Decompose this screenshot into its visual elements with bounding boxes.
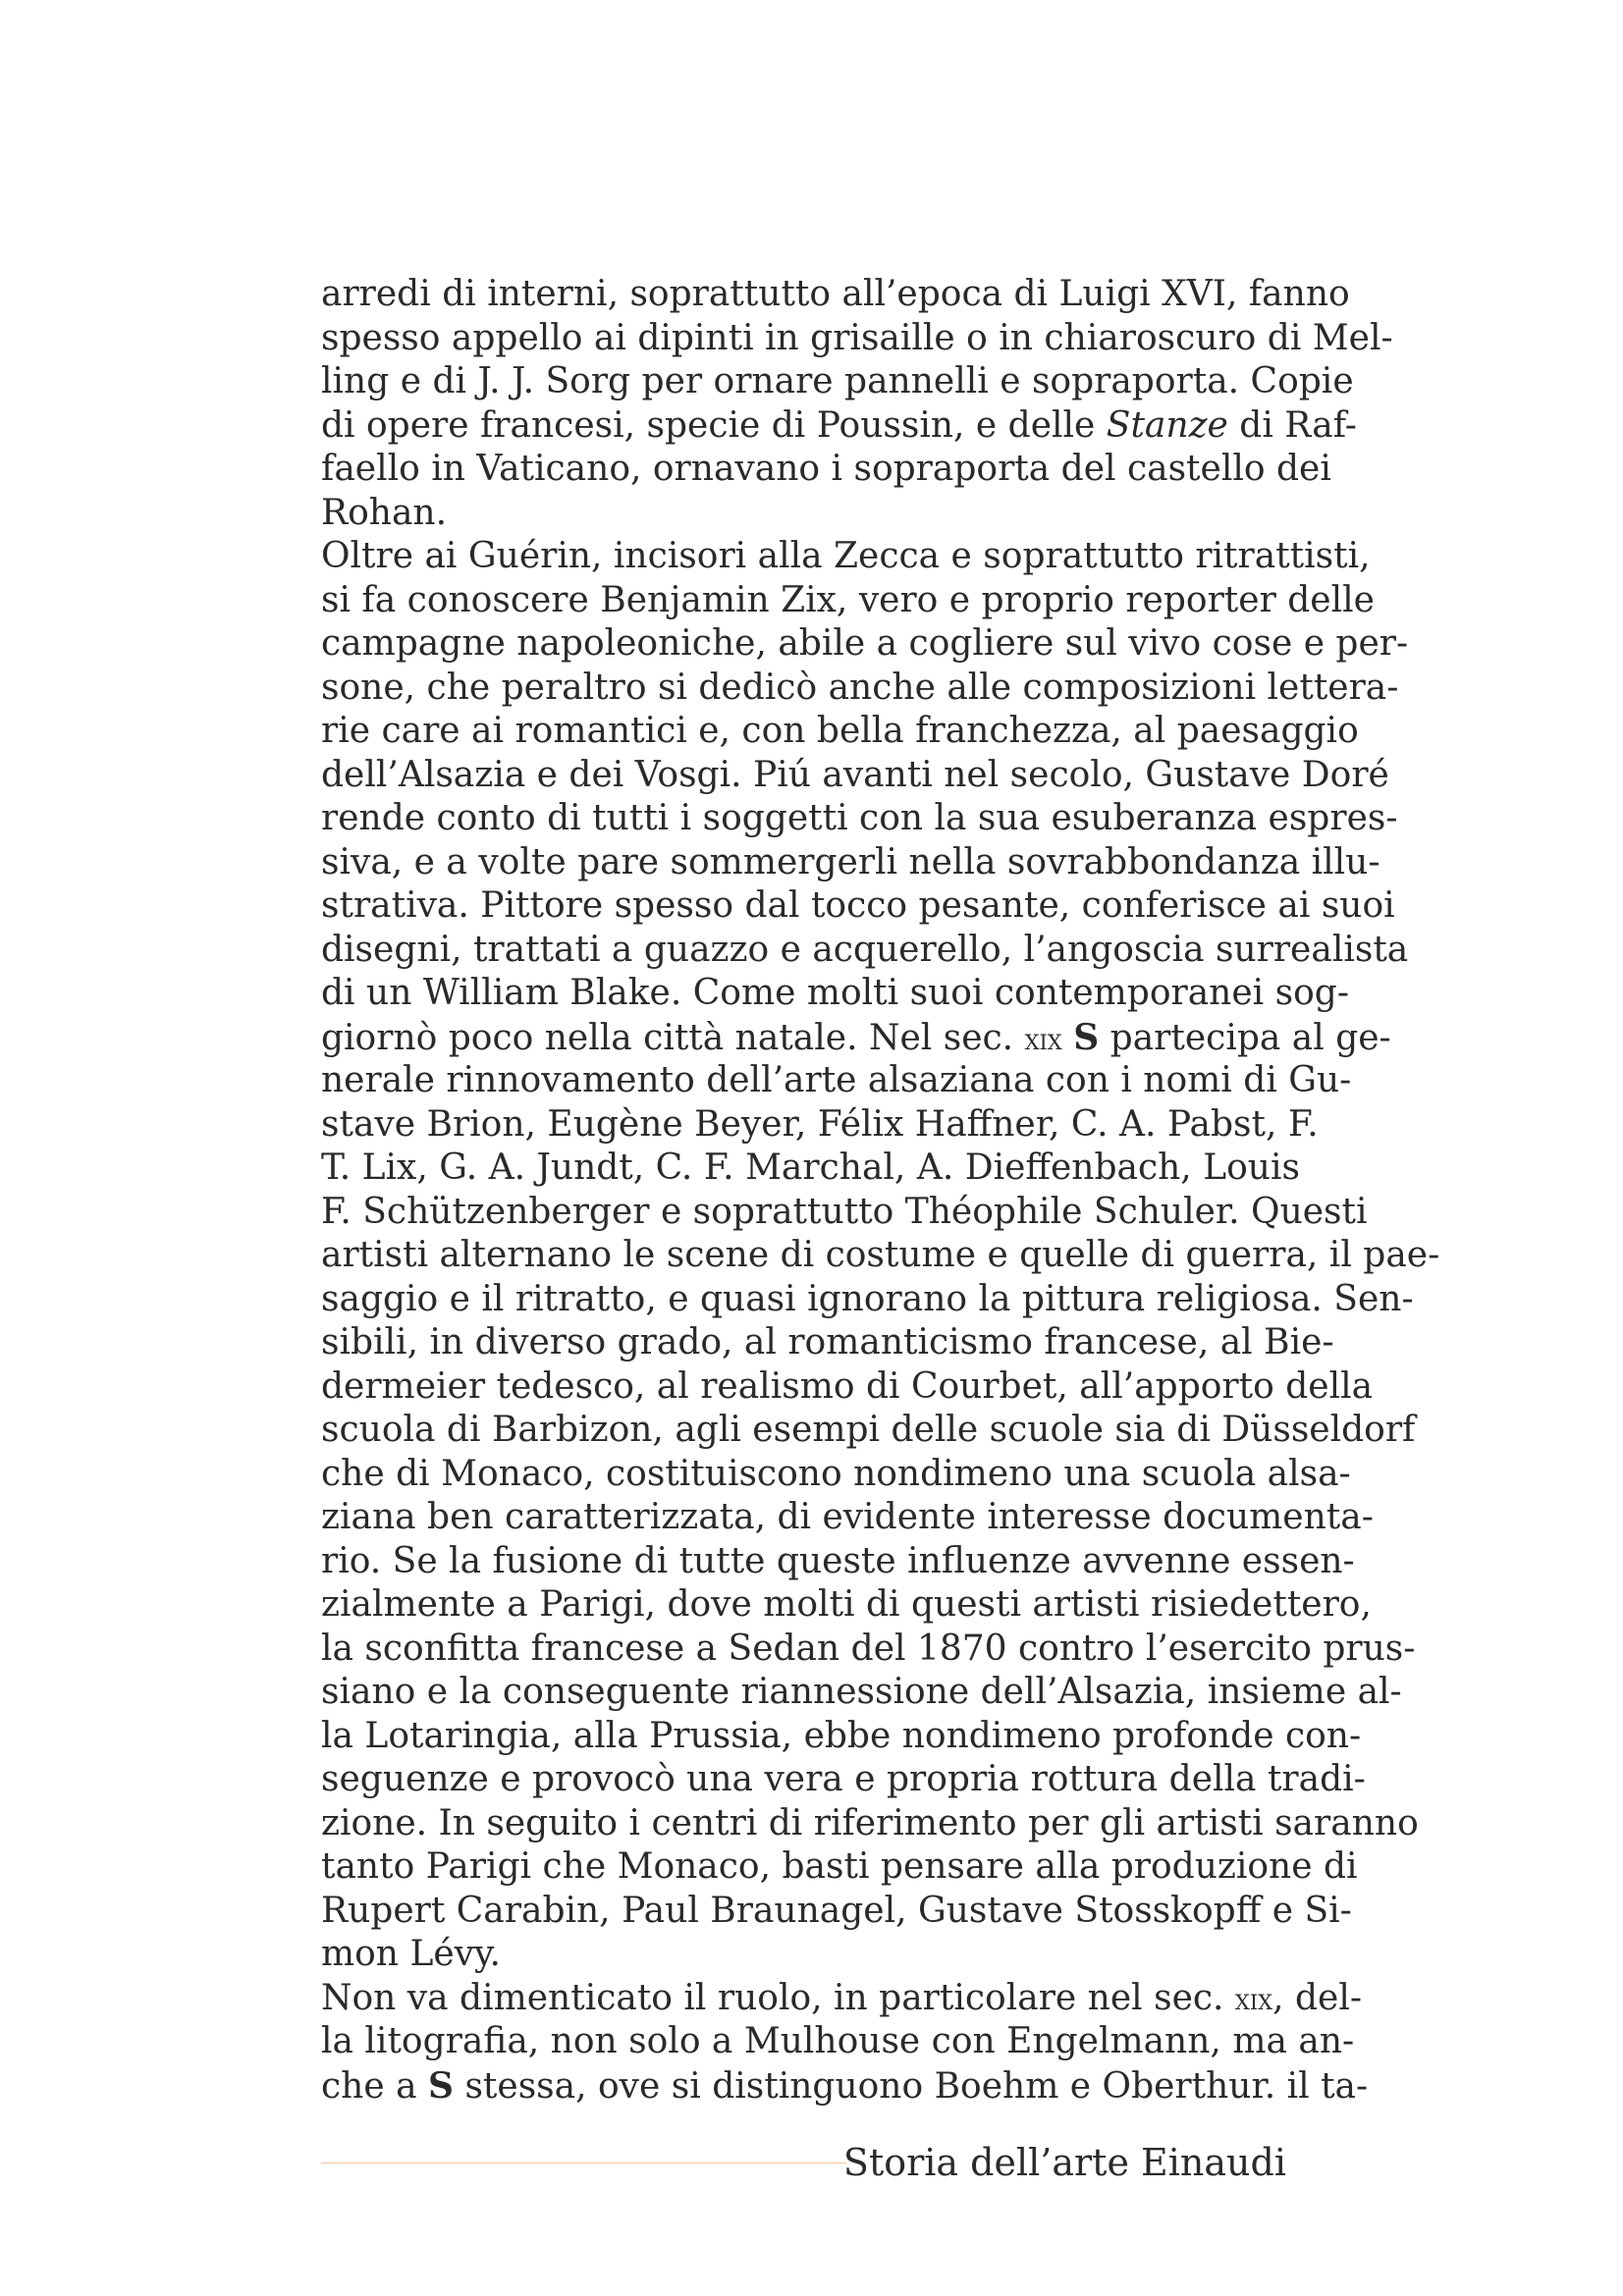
text-line: artisti alternano le scene di costume e quelle di guerra, il pae- xyxy=(321,1235,1440,1275)
text-line: campagne napoleoniche, abile a cogliere sul vivo cose e per- xyxy=(321,623,1409,664)
text-line: rie care ai romantici e, con bella franchezza, al paesaggio xyxy=(321,711,1359,751)
publication-title: Storia dell’arte Einaudi xyxy=(842,2141,1286,2184)
text-line: che di Monaco, costituiscono nondimeno una scuola alsa- xyxy=(321,1453,1351,1494)
city-abbreviation: S xyxy=(1073,1016,1100,1058)
text-line: di opere francesi, specie di Poussin, e delle Stanze di Raf- xyxy=(321,404,1357,446)
text-line: siano e la conseguente riannessione dell’Alsazia, insieme al- xyxy=(321,1672,1402,1712)
text-line: mon Lévy. xyxy=(321,1934,501,1974)
text-line: la litografia, non solo a Mulhouse con Engelmann, ma an- xyxy=(321,2021,1355,2061)
text-line: dell’Alsazia e dei Vosgi. Piú avanti nel secolo, Gustave Doré xyxy=(321,754,1389,795)
text-line: zione. In seguito i centri di riferimento per gli artisti saranno xyxy=(321,1802,1419,1843)
text-line: la sconfitta francese a Sedan del 1870 contro l’esercito prus- xyxy=(321,1628,1416,1669)
text-line: spesso appello ai dipinti in grisaille o in chiaroscuro di Mel- xyxy=(321,317,1393,358)
text-line: ling e di J. J. Sorg per ornare pannelli e sopraporta. Copie xyxy=(321,361,1354,401)
text-line: giornò poco nella città natale. Nel sec. xix S partecipa al ge- xyxy=(321,1016,1391,1058)
text-line: F. Schützenberger e soprattutto Théophile Schuler. Questi xyxy=(321,1191,1368,1232)
text-line: rio. Se la fusione di tutte queste influenze avvenne essen- xyxy=(321,1540,1355,1581)
text-line: dermeier tedesco, al realismo di Courbet, all’apporto della xyxy=(321,1365,1374,1407)
text-line: sone, che peraltro si dedicò anche alle composizioni lettera- xyxy=(321,667,1399,708)
text-line: nerale rinnovamento dell’arte alsaziana con i nomi di Gu- xyxy=(321,1060,1352,1100)
text-line: seguenze e provocò una vera e propria rottura della tradi- xyxy=(321,1759,1366,1799)
text-line: si fa conoscere Benjamin Zix, vero e proprio reporter delle xyxy=(321,579,1375,620)
text-line: ziana ben caratterizzata, di evidente interesse documenta- xyxy=(321,1497,1374,1537)
text-line: stave Brion, Eugène Beyer, Félix Haffner, C. A. Pabst, F. xyxy=(321,1103,1319,1145)
italic-title: Stanze xyxy=(1106,404,1228,446)
city-abbreviation: S xyxy=(428,2064,455,2107)
century-numeral: xix xyxy=(1024,1022,1062,1057)
text-line: rende conto di tutti i soggetti con la sua esuberanza espres- xyxy=(321,798,1398,838)
text-line: siva, e a volte pare sommergerli nella sovrabbondanza illu- xyxy=(321,841,1380,882)
text-line: arredi di interni, soprattutto all’epoca di Luigi XVI, fanno xyxy=(321,274,1350,314)
text-line: Oltre ai Guérin, incisori alla Zecca e soprattutto ritrattisti, xyxy=(321,536,1371,576)
body-text xyxy=(321,273,1440,2108)
text-line: che a S stessa, ove si distinguono Boehm e Oberthur. il ta- xyxy=(321,2064,1369,2107)
text-line: disegni, trattati a guazzo e acquerello, l’angoscia surrealista xyxy=(321,929,1409,970)
text-line: Rohan. xyxy=(321,492,448,533)
century-numeral: xix xyxy=(1234,1982,1273,2017)
text-line: tanto Parigi che Monaco, basti pensare alla produzione di xyxy=(321,1846,1358,1887)
text-line: T. Lix, G. A. Jundt, C. F. Marchal, A. Dieffenbach, Louis xyxy=(321,1148,1300,1188)
text-line: zialmente a Parigi, dove molti di questi artisti risiedettero, xyxy=(321,1584,1372,1625)
text-line: di un William Blake. Come molti suoi contemporanei sog- xyxy=(321,973,1349,1013)
text-line: la Lotaringia, alla Prussia, ebbe nondimeno profonde con- xyxy=(321,1715,1362,1756)
text-line: sibili, in diverso grado, al romanticismo francese, al Bie- xyxy=(321,1322,1334,1362)
text-line: saggio e il ritratto, e quasi ignorano la pittura religiosa. Sen- xyxy=(321,1278,1414,1319)
text-line: Non va dimenticato il ruolo, in particolare nel sec. xix, del- xyxy=(321,1977,1363,2018)
text-line: faello in Vaticano, ornavano i sopraporta del castello dei xyxy=(321,449,1331,489)
text-line: scuola di Barbizon, agli esempi delle scuole sia di Düsseldorf xyxy=(321,1410,1416,1450)
page-footer xyxy=(321,2138,1286,2187)
text-line: Rupert Carabin, Paul Braunagel, Gustave Stosskopff e Si- xyxy=(321,1890,1352,1931)
text-line: strativa. Pittore spesso dal tocco pesante, conferisce ai suoi xyxy=(321,885,1395,926)
